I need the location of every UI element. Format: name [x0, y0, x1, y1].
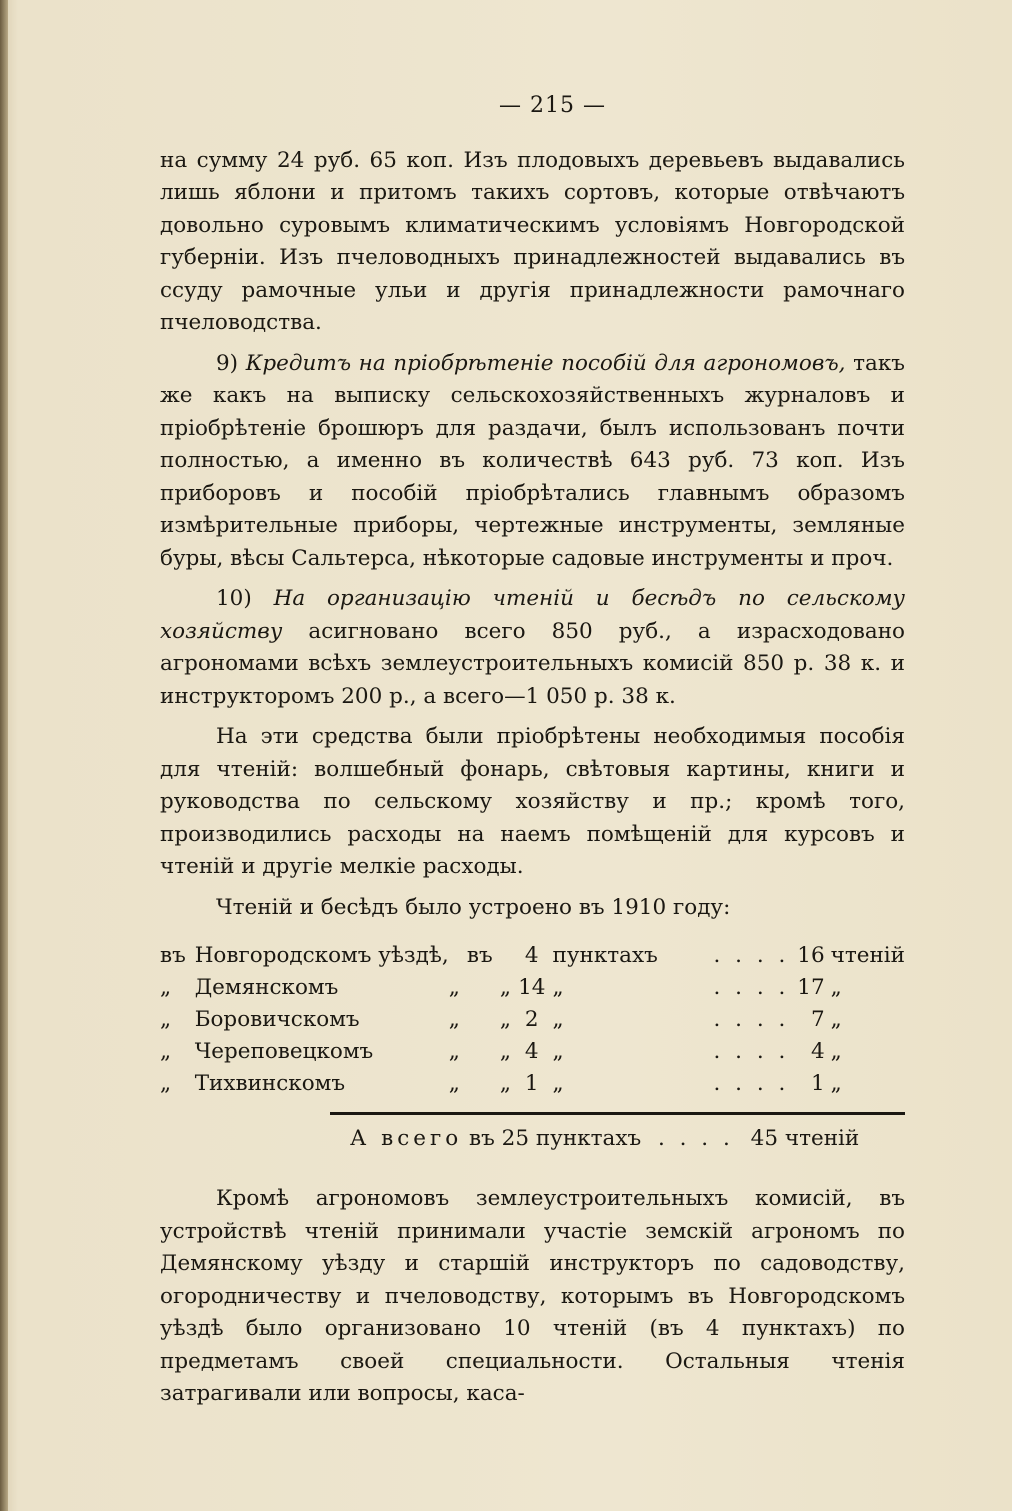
row-ditto: въ: [466, 943, 493, 968]
paragraph-purchases: На эти средства были прiобрѣтены необходимыя пособiя для чтенiй: волшебный фонарь, свѣтовыя картины, книги и руководства по сельскому хозяйству и пр.; кромѣ того, производились расходы на наемъ помѣщенiй для курсовъ и чтенiй и другiе мелкiе расходы.: [160, 724, 905, 879]
row-dots: . . . .: [713, 1071, 790, 1096]
row-unit: „: [830, 1007, 842, 1032]
row-district: Демянскомъ: [194, 975, 339, 1000]
row-unit: „: [830, 975, 842, 1000]
row-unit: „: [830, 1039, 842, 1064]
row-prefix: „: [160, 975, 172, 1000]
row-dots: . . . .: [713, 975, 790, 1000]
table-total-rule: [330, 1112, 905, 1115]
row-ditto: [449, 1068, 511, 1100]
row-points-word: пунктахъ: [552, 943, 658, 968]
row-ditto: [449, 1036, 511, 1068]
row-dots: . . . .: [713, 1007, 790, 1032]
row-prefix: „: [160, 1039, 172, 1064]
paragraph-readings: [160, 583, 905, 713]
row-points-word: „: [552, 1039, 564, 1064]
row-district: Тихвинскомъ: [194, 1071, 346, 1096]
total-points: въ 25 пунктахъ: [469, 1126, 642, 1151]
table-row: [160, 972, 905, 1004]
paragraph-other-readings: Кромѣ агрономовъ землеустроительныхъ комисiй, въ устройствѣ чтенiй принимали участiе земскiй агрономъ по Демянскому уѣзду и старшiй инструкторъ по садоводству, огородничеству и пчеловодству, которымъ въ Новгородскомъ уѣздѣ было организовано 10 чтенiй (въ 4 пунктахъ) по предметамъ своей специальности. Остальныя чтенiя затрагивали или вопросы, каса-: [160, 1186, 905, 1406]
page-number: — 215 —: [499, 93, 606, 118]
row-ditto-b: „: [499, 1039, 511, 1064]
total-dots: . . . .: [657, 1126, 734, 1151]
page-content: [160, 90, 905, 1419]
paragraph-credit-aids: [160, 348, 905, 576]
row-dots: . . . .: [713, 943, 790, 968]
row-ditto-b: „: [499, 975, 511, 1000]
row-points-word: „: [552, 975, 564, 1000]
row-unit: „: [830, 1071, 842, 1096]
row-ditto-b: „: [499, 1007, 511, 1032]
table-row: [160, 1036, 905, 1068]
row-district: Боровичскомъ: [194, 1007, 360, 1032]
row-ditto-a: „: [448, 1071, 460, 1096]
row-ditto-a: „: [448, 1039, 460, 1064]
row-district: Новгородскомъ уѣздѣ,: [194, 943, 449, 968]
total-count: 45: [750, 1126, 779, 1151]
item-body: такъ же какъ на выписку сельскохозяйственныхъ журналовъ и прiобрѣтенiе брошюръ для раздачи, былъ использованъ почти полностью, а именно въ количествѣ 643 руб. 73 коп. Изъ приборовъ и пособiй прiобрѣтались главнымъ образомъ измѣрительные приборы, чертежные инструменты, земляные буры, вѣсы Сальтерса, нѣкоторые садовые инструменты и проч.: [160, 350, 905, 571]
row-ditto: [449, 1004, 511, 1036]
row-prefix: „: [160, 1007, 172, 1032]
table-row: [160, 1068, 905, 1100]
row-points: 2: [524, 1007, 539, 1032]
paragraph-table-intro: Чтенiй и бесѣдъ было устроено въ 1910 году:: [216, 894, 731, 920]
row-unit: чтенiй: [830, 943, 905, 968]
row-district: Череповецкомъ: [194, 1039, 374, 1064]
page-binding-edge: [0, 0, 8, 1511]
readings-table: [160, 940, 905, 1100]
item-number: 10): [216, 586, 252, 611]
row-points: 4: [524, 1039, 539, 1064]
row-count: 4: [810, 1039, 825, 1064]
row-count: 16: [797, 943, 825, 968]
row-prefix: въ: [160, 943, 186, 968]
row-points: 4: [524, 943, 539, 968]
row-points: 14: [518, 975, 546, 1000]
table-row: [160, 1004, 905, 1036]
row-points-word: „: [552, 1071, 564, 1096]
row-points-word: „: [552, 1007, 564, 1032]
row-dots: . . . .: [713, 1039, 790, 1064]
table-row: [160, 940, 905, 972]
item-heading: На организацiю чтенiй и бесѣдъ по сельскому хозяйству: [160, 586, 905, 644]
row-points: 1: [524, 1071, 539, 1096]
row-count: 7: [810, 1007, 825, 1032]
total-label: А всего: [350, 1126, 463, 1151]
item-number: 9): [216, 350, 239, 376]
row-ditto-b: „: [499, 1071, 511, 1096]
item-body: асигновано всего 850 руб., а израсходовано агрономами всѣхъ землеустроительныхъ комисiй 850 р. 38 к. и инструкторомъ 200 р., а всего—1 050 р. 38 к.: [160, 618, 905, 709]
item-heading: Кредитъ на прiобрѣтенiе пособiй для агрономовъ,: [245, 350, 846, 376]
paragraph-seedlings: на сумму 24 руб. 65 коп. Изъ плодовыхъ деревьевъ выдавались лишь яблони и притомъ такихъ сортовъ, которые отвѣчаютъ довольно суровымъ климатическимъ условiямъ Новгородской губернiи. Изъ пчеловодныхъ принадлежностей выдавались въ ссуду рамочные ульи и другiя принадлежности рамочнаго пчеловодства.: [160, 147, 905, 335]
row-count: 17: [797, 975, 825, 1000]
row-count: 1: [810, 1071, 825, 1096]
total-unit: чтенiй: [784, 1126, 860, 1151]
row-prefix: „: [160, 1071, 172, 1096]
row-ditto-a: „: [448, 1007, 460, 1032]
row-ditto: [449, 972, 511, 1004]
row-ditto-a: „: [448, 975, 460, 1000]
table-total-row: [350, 1123, 905, 1155]
